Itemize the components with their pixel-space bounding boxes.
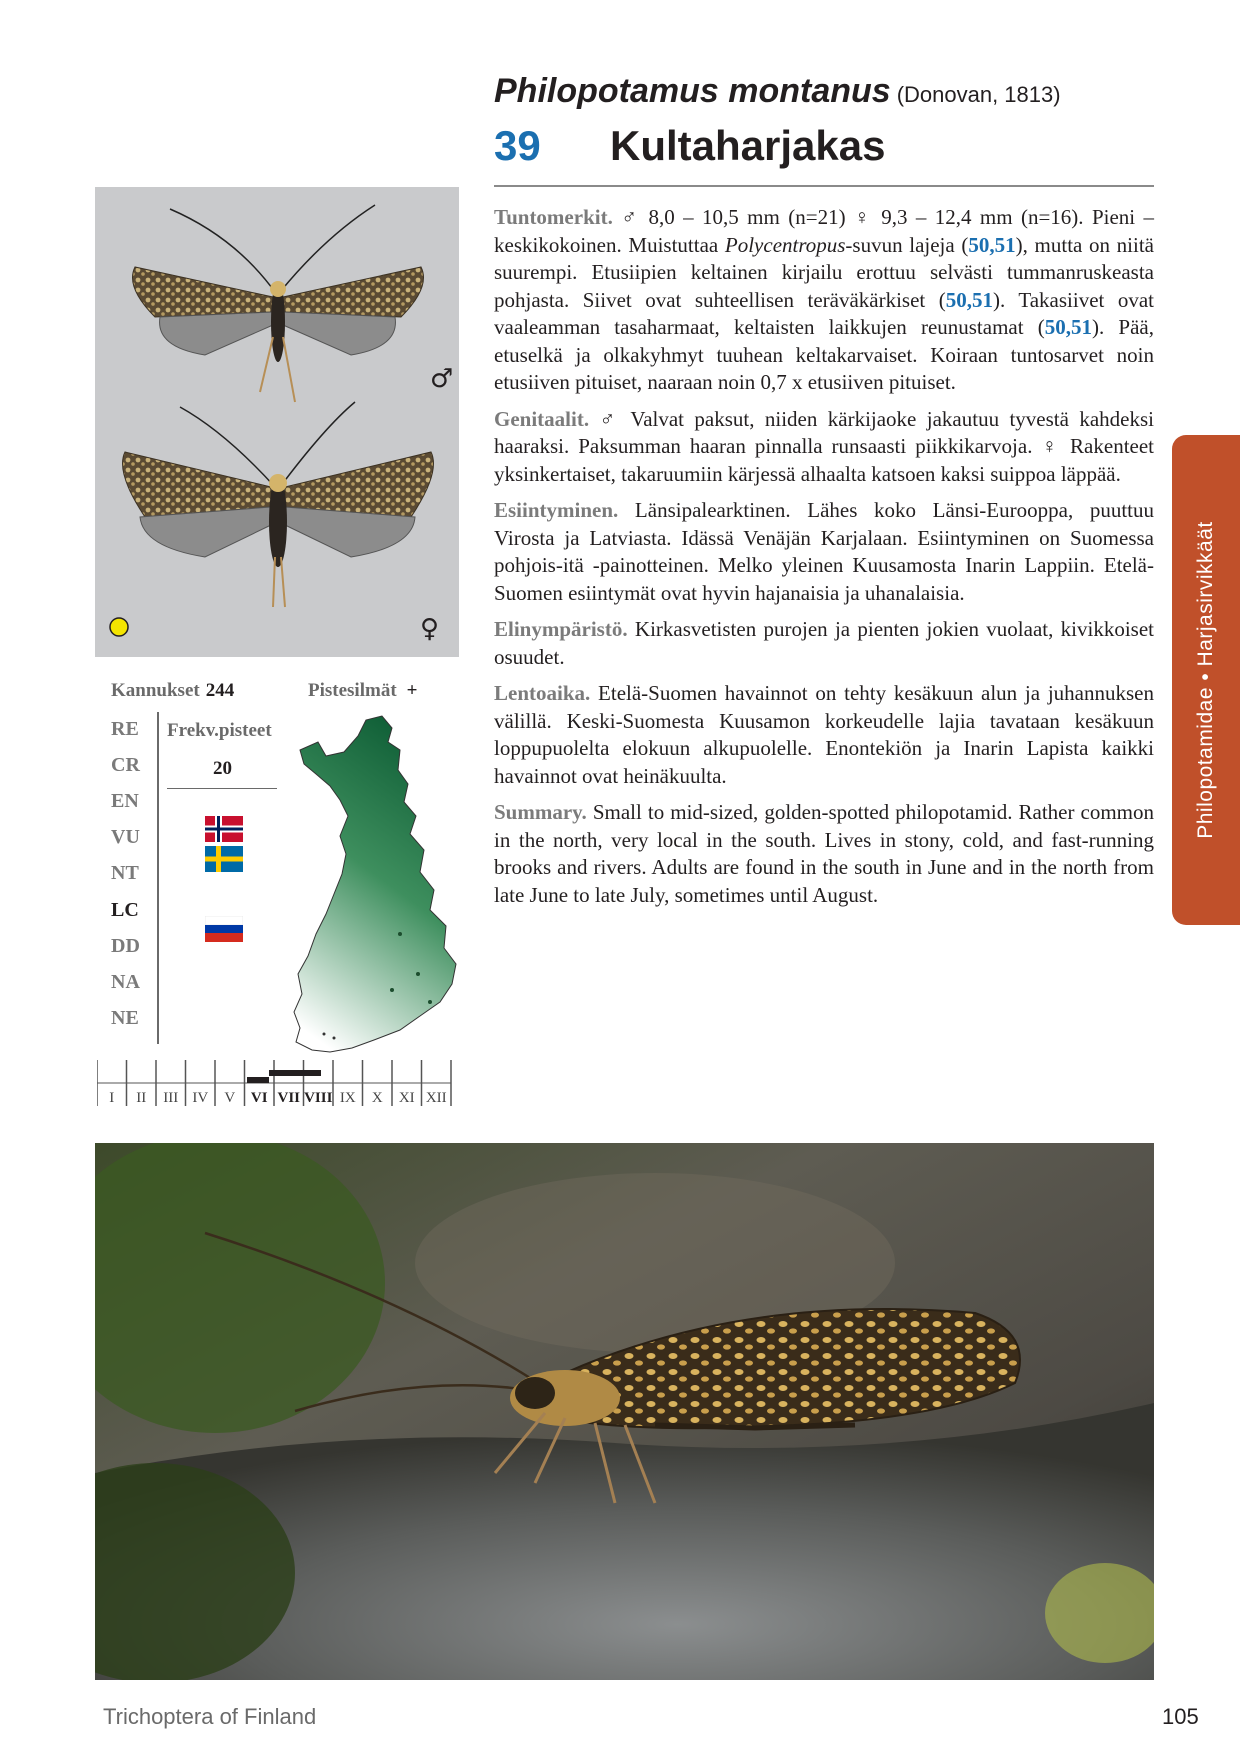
live-specimen-photo — [95, 1143, 1154, 1680]
sweden-flag-icon — [205, 846, 243, 872]
month-label: X — [371, 1090, 383, 1106]
esiintyminen-heading: Esiintyminen. — [494, 498, 619, 522]
footer-book-title: Trichoptera of Finland — [103, 1704, 317, 1729]
title-divider — [494, 185, 1154, 187]
elinymparisto-text: Kirkasvetisten purojen ja pienten jokien vuolaat, kivikkoiset osuudet. — [494, 617, 1154, 669]
russia-flag-icon — [205, 916, 243, 942]
genitaalit-paragraph — [494, 406, 1154, 489]
category-ne: NE — [111, 1007, 139, 1029]
category-na: NA — [111, 971, 140, 993]
month-label: IX — [339, 1090, 356, 1106]
elinymparisto-paragraph — [494, 616, 1154, 671]
category-lc: LC — [111, 899, 139, 921]
lentoaika-paragraph — [494, 680, 1154, 790]
tuntomerkit-paragraph — [494, 204, 1154, 397]
page-number: 105 — [1162, 1704, 1199, 1729]
flight-period-chart — [97, 1060, 455, 1112]
category-en: EN — [111, 790, 139, 812]
female-specimen — [123, 402, 434, 607]
month-label: XII — [425, 1090, 447, 1106]
specimen-plate — [95, 187, 459, 657]
elinymparisto-heading: Elinympäristö. — [494, 617, 628, 641]
month-label: II — [136, 1090, 147, 1106]
tuntomerkit-heading: Tuntomerkit. — [494, 205, 613, 229]
month-label: VII — [277, 1090, 301, 1106]
month-label: VIII — [304, 1090, 333, 1106]
female-symbol: ♀ — [420, 614, 440, 644]
genitaalit-male: ♂ Valvat paksut, niiden kärkijaoke jakautuu tyvestä kahdeksi haaraksi. Paksumman haaran pinnalla runsaasti piikkikarvoja. — [494, 406, 1154, 458]
frek-label: Frekv.pisteet — [167, 720, 272, 741]
pistesilmat-label-text: Pistesilmät — [308, 680, 397, 701]
esiintyminen-text: Länsipalearktinen. Lähes koko Länsi-Eurooppa, puuttuu Virosta ja Latviasta. Idässä Venäjän Karjalaan. Esiintyminen on Suomessa pohjois-itä -painotteinen. Melko yleinen Kuusamosta Inarin Lappiin. Etelä-Suomen esiintymät ovat hyvin hajanaisia ja uhanalaisia. — [494, 498, 1154, 605]
scientific-name — [494, 72, 1061, 111]
month-label: VI — [250, 1090, 268, 1106]
frek-value: 20 — [213, 758, 232, 779]
male-specimen — [133, 205, 424, 402]
summary-paragraph — [494, 799, 1154, 909]
month-label: IV — [192, 1090, 209, 1106]
norway-flag-icon — [205, 816, 243, 842]
finnish-name: Kultaharjakas — [610, 122, 886, 169]
species-number: 39 — [494, 122, 541, 169]
category-cr: CR — [111, 754, 140, 776]
category-vu: VU — [111, 826, 140, 848]
lentoaika-heading: Lentoaika. — [494, 681, 591, 705]
summary-heading: Summary. — [494, 800, 587, 824]
kannukset-label — [111, 680, 234, 702]
male-symbol: ♂ — [430, 364, 454, 394]
pistesilmat-value: + — [406, 680, 418, 701]
category-nt: NT — [111, 862, 139, 884]
tuntomerkit-text-2: -suvun lajeja ( — [845, 232, 969, 257]
category-dd: DD — [111, 935, 140, 957]
esiintyminen-paragraph — [494, 497, 1154, 607]
author: (Donovan, 1813) — [896, 82, 1061, 107]
figure-ref[interactable]: 50,51 — [945, 287, 993, 312]
genus-name: Polycentropus — [724, 232, 846, 257]
status-marker — [110, 618, 128, 636]
summary-text: Small to mid-sized, golden-spotted philopotamid. Rather common in the north, very local in the south. Lives in stony, cold, and fast-running brooks and rivers. Adults are found in the south in June and in the north from late June to late July, sometimes until August. — [494, 800, 1154, 907]
family-tab-label: Philopotamidae • Harjasirvikkäät — [1194, 521, 1217, 839]
genitaalit-heading: Genitaalit. — [494, 406, 590, 431]
kannukset-value: 244 — [205, 680, 235, 701]
genitaalit-female: ♀ Rakenteet yksinkertaiset, takaruumiin kärjessä alhaalta katsoen kaksi suippoa läppää. — [494, 434, 1155, 486]
flight-bar-north — [269, 1070, 321, 1076]
category-re: RE — [111, 718, 139, 740]
kannukset-label-text: Kannukset — [111, 680, 200, 701]
specimen-illustration — [95, 187, 459, 657]
tuntomerkit-text-4: ). Takasiivet ovat vaaleamman tasaharmaat, keltaisten laikkujen reunustamat ( — [494, 287, 1154, 339]
tuntomerkit-text-3: ), mutta on niitä suurempi. Etusiipien keltainen kirjailu erottuu selvästi tummanruskeasta pohjasta. Siivet ovat suhteellisen teräväkärkiset ( — [494, 232, 1154, 312]
species-description — [494, 204, 1154, 918]
tuntomerkit-text-5: ). Pää, etuselkä ja olkakyhmyt tuuhean keltakarvaiset. Koiraan tuntosarvet noin etusiiven pituiset, naaraan noin 0,7 x etusiiven pituiset. — [494, 315, 1154, 394]
figure-ref[interactable]: 50,51 — [968, 232, 1016, 257]
tuntomerkit-sizes: ♂ 8,0 – 10,5 mm (n=21) ♀ 9,3 – 12,4 mm (n=16). — [621, 205, 1084, 229]
family-side-tab — [1172, 435, 1240, 925]
tuntomerkit-text-1: Pieni – keskikokoinen. Muistuttaa — [494, 205, 1154, 257]
status-block — [95, 670, 465, 1070]
distribution-map — [260, 712, 460, 1057]
scientific-name-text: Philopotamus montanus — [494, 72, 891, 110]
pistesilmat-label — [308, 680, 417, 702]
flight-bar-south — [247, 1077, 269, 1083]
lentoaika-text: Etelä-Suomen havainnot on tehty kesäkuun alun ja juhannuksen välillä. Keski-Suomesta Kuusamon korkeudelle lajia tavataan kesäkuun loppupuolelta elokuun alkupuolelle. Enontekiön ja Inarin Lapista kaikki havainnot ovat heinäkuulta. — [494, 681, 1154, 788]
month-label: I — [109, 1090, 115, 1106]
month-label: V — [224, 1090, 236, 1106]
month-label: III — [163, 1090, 179, 1106]
photo-illustration — [95, 1143, 1154, 1680]
month-label: XI — [398, 1090, 415, 1106]
figure-ref[interactable]: 50,51 — [1044, 315, 1092, 339]
category-divider — [157, 712, 159, 1044]
